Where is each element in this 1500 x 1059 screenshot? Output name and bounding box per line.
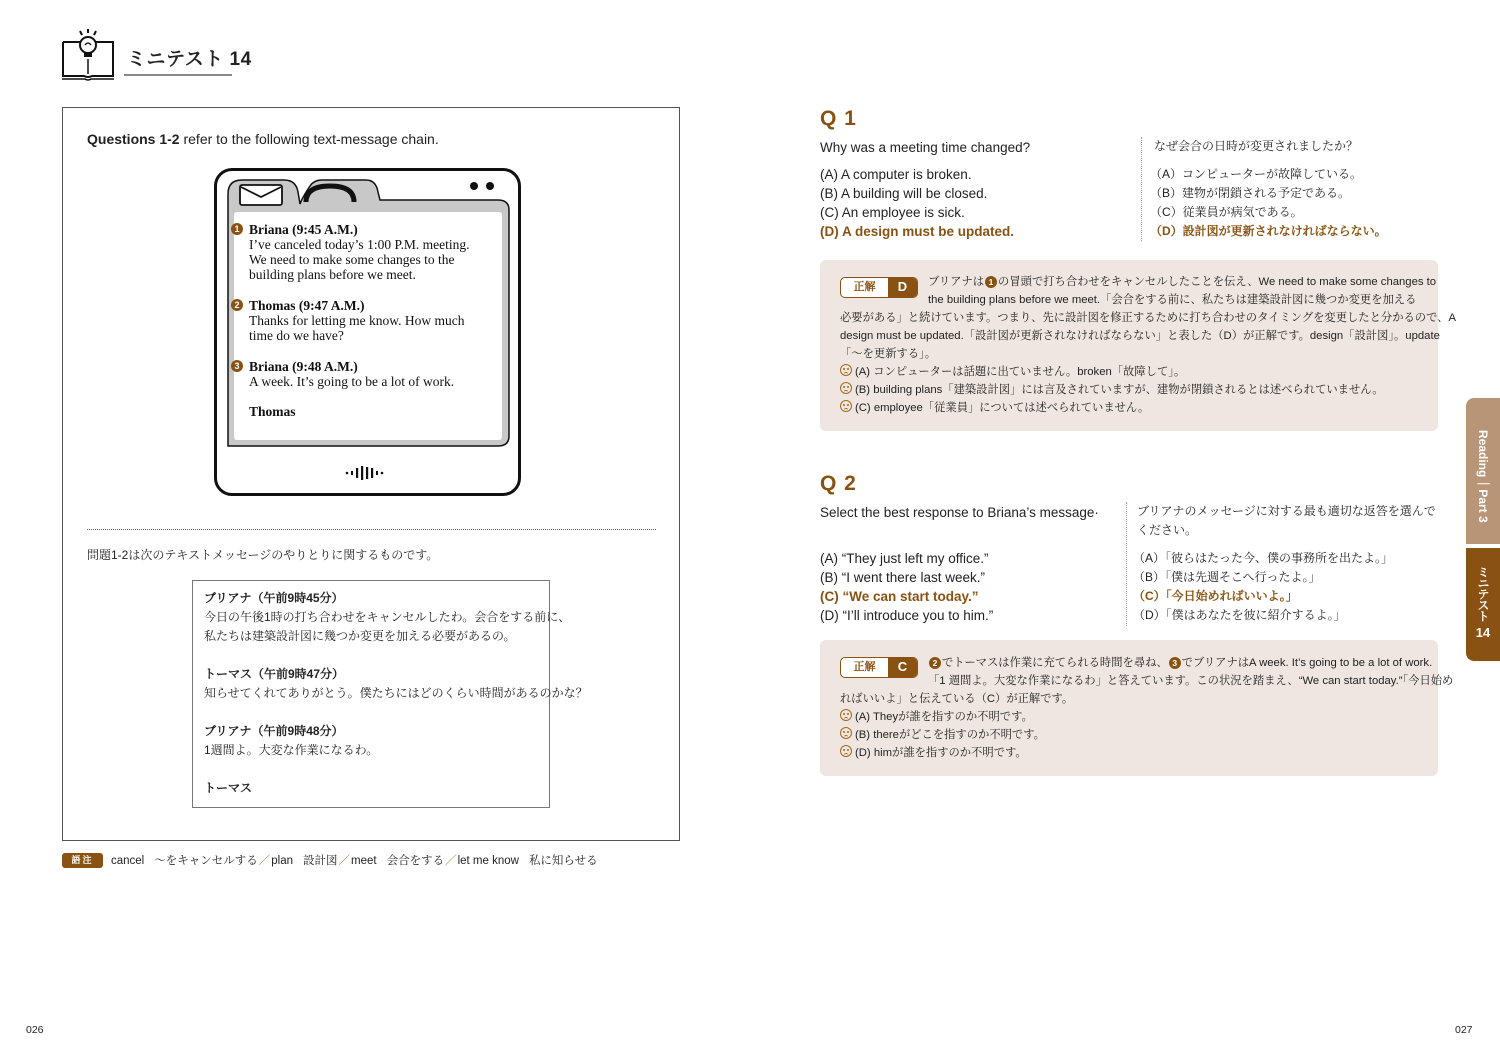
q1-explanation-line: design must be updated.「設計図が更新されなければならない」と表した（D）が正解です。design「設計図」。update	[840, 330, 1440, 342]
vocab-badge: 語注	[62, 853, 103, 868]
envelope-icon	[240, 185, 282, 205]
message-1	[249, 222, 469, 282]
q2-heading: Q 2	[820, 472, 857, 495]
q1-options-jp	[1150, 165, 1387, 241]
q2-explanation-line: ればいいよ」と伝えている（C）が正解です。	[840, 693, 1074, 705]
message-ref-badge: 2	[929, 657, 941, 669]
message-2	[249, 298, 464, 343]
q2-option-d: (D) “I’ll introduce you to him.”	[820, 608, 994, 623]
section-tab-label: Reading｜Part 3	[1476, 429, 1490, 523]
draft-sender: Thomas	[249, 404, 296, 419]
intro-bold: Questions 1-2	[87, 131, 180, 147]
q2-option-jp-c: （C）「今日始めればいいよ。」	[1133, 589, 1298, 603]
message-line: A week. It’s going to be a lot of work.	[249, 374, 455, 389]
message-line: Thanks for letting me know. How much	[249, 313, 465, 328]
q2-options-en	[820, 549, 993, 625]
translation-line: 1週間よ。大変な作業になるわ。	[204, 743, 379, 757]
page-title: ミニテスト 14	[127, 49, 252, 70]
q1-explanation-line: 必要がある」と続けています。つまり、先に設計図を修正するために打ち合わせのタイミングを変更したと分かるので、A	[840, 312, 1456, 324]
q1-answer-badge	[840, 277, 918, 298]
answer-label: 正解	[853, 281, 876, 293]
phone-dot	[470, 182, 478, 190]
translation-line: 今日の午後1時の打ち合わせをキャンセルしたわ。会合をする前に、	[204, 610, 571, 624]
message-sender: Briana (9:45 A.M.)	[249, 222, 358, 237]
q2-option-b: (B) “I went there last week.”	[820, 570, 986, 585]
expl-text: でトーマスは作業に充てられる時間を尋ね、	[942, 657, 1168, 669]
frown-icon	[840, 382, 852, 394]
q2-wrong-note	[840, 744, 1027, 762]
q1-divider	[1141, 137, 1142, 241]
vocab-en: plan	[271, 855, 293, 867]
q2-option-a: (A) “They just left my office.”	[820, 551, 989, 566]
vocab-jp: 会合をする	[386, 855, 445, 867]
message-line: time do we have?	[249, 328, 344, 343]
message-sender: Briana (9:48 A.M.)	[249, 359, 358, 374]
q2-explanation-line	[928, 654, 1432, 672]
mini-test-tab-number: 14	[1475, 625, 1491, 640]
translation-intro: 問題1-2は次のテキストメッセージのやりとりに関するものです。	[87, 548, 439, 562]
wrong-note-text: (A) Theyが誰を指すのか不明です。	[855, 711, 1033, 723]
q2-options-jp	[1133, 549, 1393, 625]
q1-option-a: (A) A computer is broken.	[820, 167, 972, 182]
message-number-badge: 1	[231, 223, 243, 235]
vocab-separator: ／	[445, 855, 457, 867]
q1-explanation-line: the building plans before we meet.「会合をする前に、私たちは建築設計図に幾つか変更を加える	[928, 294, 1417, 306]
q2-option-c: (C) “We can start today.”	[820, 589, 979, 604]
q1-heading: Q 1	[820, 107, 857, 130]
translation-draft	[204, 779, 252, 798]
answer-label: 正解	[853, 661, 876, 673]
translation-draft-name: トーマス	[204, 781, 253, 795]
message-line: We need to make some changes to the	[249, 252, 455, 267]
mini-test-tab-label: ミニテスト	[1476, 566, 1490, 621]
frown-icon	[840, 709, 852, 721]
expl-text: でブリアナはA week. It’s going to be a lot of work.	[1181, 657, 1433, 669]
message-line: building plans before we meet.	[249, 267, 416, 282]
q1-explanation-line	[928, 273, 1436, 291]
q1-option-b: (B) A building will be closed.	[820, 186, 988, 201]
translation-sender: ブリアナ（午前9時45分）	[204, 591, 344, 605]
message-number-badge: 2	[231, 299, 243, 311]
translation-line: 私たちは建築設計図に幾つか変更を加える必要があるの。	[204, 629, 516, 643]
q1-option-d: (D) A design must be updated.	[820, 224, 1015, 239]
message-line: I’ve canceled today’s 1:00 P.M. meeting.	[249, 237, 470, 252]
q1-option-c: (C) An employee is sick.	[820, 205, 965, 220]
dotted-divider	[87, 529, 656, 530]
title-underline	[124, 74, 232, 76]
answer-value: C	[888, 658, 917, 677]
phone-dot	[486, 182, 494, 190]
q1-wrong-note	[840, 381, 1384, 399]
frown-icon	[840, 745, 852, 757]
q2-option-jp-b: （B）「僕は先週そこへ行ったよ。」	[1133, 570, 1321, 584]
frown-icon	[840, 400, 852, 412]
section-tab-mini-test[interactable]	[1466, 548, 1500, 661]
wrong-note-text: (A) コンピューターは話題に出ていません。broken「故障して」。	[855, 366, 1186, 378]
speaker-icon	[344, 466, 392, 480]
q1-explanation-line: 「～を更新する」。	[840, 348, 937, 360]
wrong-note-text: (D) himが誰を指すのか不明です。	[855, 747, 1027, 759]
lightbulb-book-icon	[60, 28, 116, 82]
translation-message-3	[204, 722, 378, 760]
q1-options-en	[820, 165, 1014, 241]
draft-name	[249, 404, 296, 419]
vocab-separator: ／	[338, 855, 350, 867]
message-number-badge: 3	[231, 360, 243, 372]
translation-message-1	[204, 589, 570, 646]
vocab-separator: ／	[258, 855, 271, 867]
q2-divider	[1126, 502, 1127, 626]
vocab-en: meet	[351, 855, 377, 867]
passage-intro	[87, 131, 439, 147]
q1-question-jp: なぜ会合の日時が変更されましたか？	[1154, 139, 1359, 153]
q1-wrong-note	[840, 399, 1149, 417]
vocab-en: cancel	[111, 855, 145, 867]
page-number-left: 026	[26, 1024, 44, 1036]
q2-option-jp-a: （A）「彼らはたった今、僕の事務所を出たよ。」	[1133, 551, 1394, 565]
page-number-right: 027	[1455, 1024, 1473, 1036]
q2-answer-badge	[840, 657, 918, 678]
wrong-note-text: (B) building plans「建築設計図」には言及されていますが、建物が閉鎖されるとは述べられていません。	[855, 384, 1384, 396]
q1-option-jp-c: （C）従業員が病気である。	[1150, 205, 1303, 219]
q1-option-jp-a: （A）コンピューターが故障している。	[1150, 167, 1363, 181]
section-tab-reading-part3[interactable]	[1466, 398, 1500, 544]
answer-value: D	[888, 278, 917, 297]
message-ref-badge: 1	[985, 276, 997, 288]
q2-question-en: Select the best response to Briana’s message·	[820, 505, 1099, 520]
message-ref-badge: 3	[1169, 657, 1181, 669]
expl-text: ブリアナは	[928, 276, 985, 288]
wrong-note-text: (B) thereがどこを指すのか不明です。	[855, 729, 1045, 741]
vocab-jp: 設計図	[303, 855, 338, 867]
frown-icon	[840, 727, 852, 739]
q1-wrong-note	[840, 363, 1185, 381]
translation-line: 知らせてくれてありがとう。僕たちにはどのくらい時間があるのかな？	[204, 686, 588, 700]
q2-wrong-note	[840, 708, 1033, 726]
translation-sender: トーマス（午前9時47分）	[204, 667, 345, 681]
translation-message-2	[204, 665, 588, 703]
wrong-note-text: (C) employee「従業員」については述べられていません。	[855, 402, 1150, 414]
q1-option-jp-d: （D）設計図が更新されなければならない。	[1150, 224, 1387, 238]
q2-option-jp-d: （D）「僕はあなたを彼に紹介するよ。」	[1133, 608, 1346, 622]
translation-sender: ブリアナ（午前9時48分）	[204, 724, 344, 738]
vocab-en: let me know	[457, 855, 519, 867]
q1-option-jp-b: （B）建物が閉鎖される予定である。	[1150, 186, 1351, 200]
q1-question-en: Why was a meeting time changed?	[820, 140, 1031, 155]
vocab-jp: ～をキャンセルする	[154, 855, 258, 867]
vocab-notes	[111, 852, 598, 868]
expl-text: の冒頭で打ち合わせをキャンセルしたことを伝え、We need to make some changes to	[998, 276, 1437, 288]
q2-wrong-note	[840, 726, 1045, 744]
q2-explanation-line: 「1 週間よ。大変な作業になるわ」と答えています。この状況を踏まえ、“We can start today.”「今日始め	[928, 675, 1454, 687]
frown-icon	[840, 364, 852, 376]
vocab-jp: 私に知らせる	[528, 855, 598, 867]
message-sender: Thomas (9:47 A.M.)	[249, 298, 365, 313]
message-3	[249, 359, 454, 389]
intro-rest: refer to the following text-message chain.	[179, 131, 439, 147]
q2-question-jp: ブリアナのメッセージに対する最も適切な返答を選んでください。	[1137, 504, 1436, 537]
